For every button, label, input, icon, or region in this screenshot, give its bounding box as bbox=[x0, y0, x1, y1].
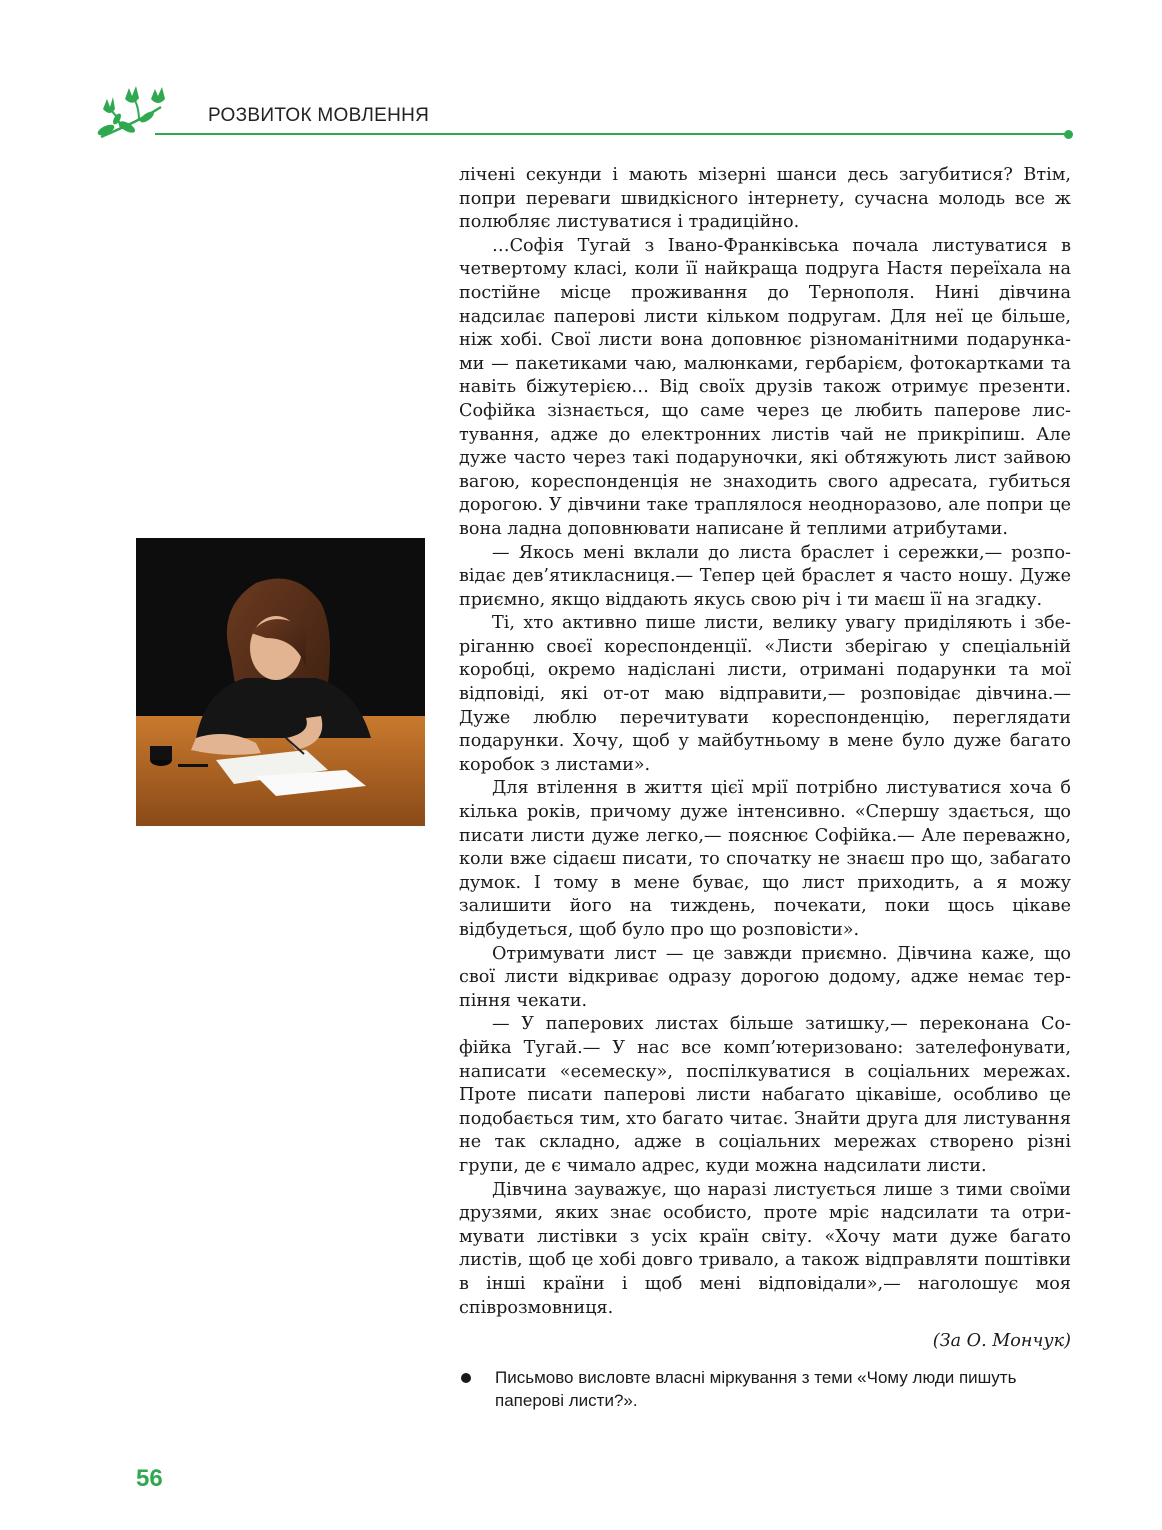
page-header bbox=[95, 85, 1080, 145]
article-paragraph: Ті, хто активно пише листи, велику увагу приділяють і зберіганню своєї кореспонденції. «Листи зберігаю у спеціальній коробці, окремо надіслані листи, отримані подарунки та мої відповіді, які от-от маю відправити,— розповідає дівчина.— Дуже люблю перечитувати кореспонденцію, переглядати подарунки. Хочу, щоб у майбутньому в мене було дуже багато коробок з листами». bbox=[459, 613, 1071, 775]
article-paragraph: — У паперових листах більше затишку,— переконана Софійка Тугай.— У нас все комп’ютеризовано: зателефонувати, написати «есемеску», поспілкуватися в соціальних мережах. Проте писати паперові листи набагато цікавіше, особливо це подобається тим, хто багато читає. Знайти друга для листування не так складно, адже в соціальних мережах створено різні групи, де є чимало адрес, куди можна надсилати листи. bbox=[459, 1014, 1071, 1176]
flower-sprig-logo-icon bbox=[95, 85, 175, 145]
task-text: Письмово висловте власні міркування з теми «Чому люди пишуть паперові листи?». bbox=[495, 1368, 1017, 1410]
header-divider bbox=[155, 133, 1068, 135]
section-title: РОЗВИТОК МОВЛЕННЯ bbox=[208, 105, 430, 126]
writing-task bbox=[461, 1366, 1073, 1412]
article-paragraph: Отримувати лист — це завжди приємно. Дівчина каже, що свої листи відкриває одразу дорогою додому, адже немає терпіння чекати. bbox=[459, 943, 1071, 1011]
article-paragraph: …Софія Тугай з Івано-Франківська почала листуватися в четвертому класі, коли її найкраща подруга Настя переїхала на постійне місце проживання до Тернополя. Нині дівчина надсилає паперові листи кільком подругам. Для неї це більше, ніж хобі. Свої листи вона доповнює різноманітними подарунками — пакетиками чаю, малюнками, гербарієм, фотокартками та навіть біжутерією… Від своїх друзів також отримує презенти. Софійка зізнається, що саме через це любить паперове листування, адже до електронних листів чай не прикріпиш. Але дуже часто через такі подаруночки, які обтяжують лист зайвою вагою, кореспонденція не знаходить свого адресата, губиться дорогою. У дівчини таке траплялося неодноразово, але попри це вона ладна доповнювати написане й теплими атрибутами. bbox=[459, 235, 1071, 539]
article-paragraph: Дівчина зауважує, що наразі листується лише з тими своїми друзями, яких знає особисто, проте мріє надсилати та отримувати листівки з усіх країн світу. «Хочу мати дуже багато листів, щоб це хобі довго тривало, а також відправляти поштівки в інші країни і щоб мені відповідали»,— наголошує моя співрозмовниця. bbox=[459, 1179, 1071, 1318]
bullet-icon bbox=[461, 1373, 471, 1383]
page-number: 56 bbox=[136, 1465, 163, 1492]
article-source-attribution: (За О. Мончук) bbox=[932, 1331, 1071, 1351]
article-paragraph: лічені секунди і мають мізерні шанси десь загубитися? Втім, попри переваги швидкісного інтернету, сучасна молодь все ж полюбляє листуватися і традиційно. bbox=[459, 165, 1071, 233]
header-divider-dot bbox=[1064, 130, 1073, 139]
article-body bbox=[459, 164, 1071, 1320]
article-paragraph: Для втілення в життя цієї мрії потрібно листуватися хоча б кілька років, причому дуже інтенсивно. «Спершу здається, що писати листи дуже легко,— пояснює Софійка.— Але переважно, коли вже сідаєш писати, то спочатку не знаєш про що, забагато думок. І тому в мене буває, що лист приходить, а я можу залишити його на тиждень, почекати, поки щось цікаве відбудеться, щоб було про що розповісти». bbox=[459, 778, 1071, 940]
girl-writing-photo bbox=[136, 538, 425, 826]
article-paragraph: — Якось мені вклали до листа браслет і сережки,— розповідає дев’ятикласниця.— Тепер цей браслет я часто ношу. Дуже приємно, якщо віддають якусь свою річ і ти маєш її на згадку. bbox=[459, 542, 1071, 610]
